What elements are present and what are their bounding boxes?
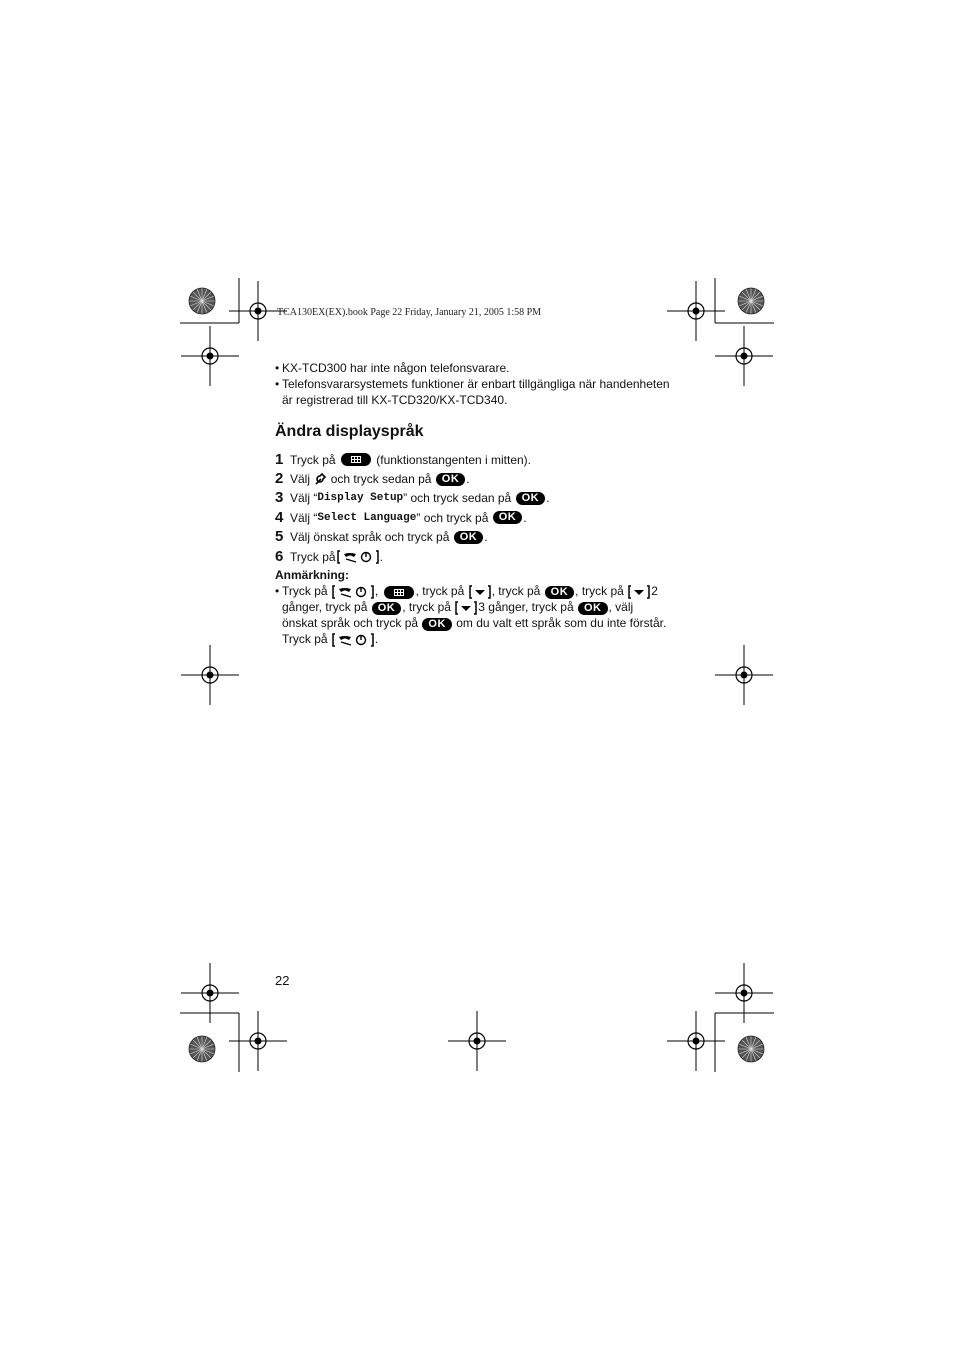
step-text: och tryck sedan på: [330, 472, 432, 487]
step-4: [275, 508, 685, 527]
note-text-part: Tryck på: [282, 632, 328, 647]
step-text: Tryck på: [290, 549, 336, 564]
list-item-continuation: är registrerad till KX-TCD320/KX-TCD340.: [282, 393, 508, 407]
page-content: [275, 360, 685, 647]
step-2: [275, 469, 685, 488]
note-text-part: om du valt ett språk som du inte förstår.: [456, 616, 667, 631]
step-text: .: [523, 510, 527, 525]
navigator-down-key-icon: [455, 601, 477, 615]
note-text-part: 3 gånger, tryck på: [478, 600, 574, 615]
step-text: ” och tryck på: [416, 510, 489, 525]
list-item: • KX-TCD300 har inte någon telefonsvarare.: [275, 360, 685, 376]
step-6: [275, 547, 685, 566]
step-text: (funktionstangenten i mitten).: [376, 452, 532, 467]
step-number: 1: [275, 450, 284, 468]
note-text: [275, 583, 685, 647]
list-item: • Telefonsvararsystemets funktioner är enbart tillgängliga när handenheten: [275, 376, 685, 392]
navigator-down-key-icon: [628, 585, 650, 599]
note-text-part: , välj: [608, 600, 634, 615]
note-text-part: Tryck på: [282, 584, 328, 599]
note-text-part: 2: [651, 584, 658, 599]
step-text: Välj önskat språk och tryck på: [290, 530, 450, 545]
center-function-key-icon: [384, 586, 414, 599]
step-list: [275, 450, 685, 566]
step-text: .: [546, 491, 550, 506]
step-3: [275, 489, 685, 508]
note-text-part: , tryck på: [415, 584, 465, 599]
step-number: 4: [275, 508, 284, 526]
step-text: Välj: [290, 472, 311, 487]
note-title: Anmärkning:: [275, 568, 350, 583]
page-number: 22: [275, 973, 290, 988]
print-info-header: TCA130EX(EX).book Page 22 Friday, January 21, 2005 1:58 PM: [277, 307, 542, 318]
ok-key-icon: OK: [436, 473, 466, 486]
wrench-settings-icon: [314, 473, 326, 485]
step-5: [275, 528, 685, 547]
hang-up-power-key-icon: [332, 633, 374, 647]
step-text: ” och tryck sedan på: [403, 491, 512, 506]
step-number: 6: [275, 547, 284, 565]
center-function-key-icon: [341, 453, 371, 466]
step-text: .: [484, 530, 488, 545]
step-text: Tryck på: [290, 452, 336, 467]
ok-key-icon: OK: [493, 511, 523, 524]
note-text-part: .: [374, 632, 379, 647]
note-text-part: , tryck på: [491, 584, 541, 599]
step-number: 5: [275, 528, 284, 546]
step-number: 3: [275, 489, 284, 507]
section-title: Ändra displayspråk: [275, 423, 424, 440]
hang-up-power-key-icon: [332, 585, 374, 599]
ok-key-icon: OK: [578, 602, 608, 615]
note-text-part: , tryck på: [402, 600, 451, 615]
ok-key-icon: OK: [516, 492, 546, 505]
step-text: .: [379, 549, 383, 564]
step-text: Välj “: [290, 491, 318, 506]
ok-key-icon: OK: [454, 531, 484, 544]
hang-up-power-key-icon: [337, 550, 379, 564]
ok-key-icon: OK: [545, 586, 575, 599]
step-text: .: [466, 472, 470, 487]
step-number: 2: [275, 470, 284, 488]
navigator-down-key-icon: [469, 585, 491, 599]
step-text: Välj “: [290, 510, 318, 525]
ok-key-icon: OK: [422, 618, 452, 631]
note-text-part: ,: [374, 584, 379, 599]
display-menu-text: Display Setup: [317, 492, 404, 505]
note-text-part: önskat språk och tryck på: [282, 616, 419, 631]
note-text-part: gånger, tryck på: [282, 600, 368, 615]
step-1: [275, 450, 685, 469]
note-text-part: , tryck på: [575, 584, 624, 599]
display-menu-text: Select Language: [317, 511, 417, 524]
ok-key-icon: OK: [372, 602, 402, 615]
